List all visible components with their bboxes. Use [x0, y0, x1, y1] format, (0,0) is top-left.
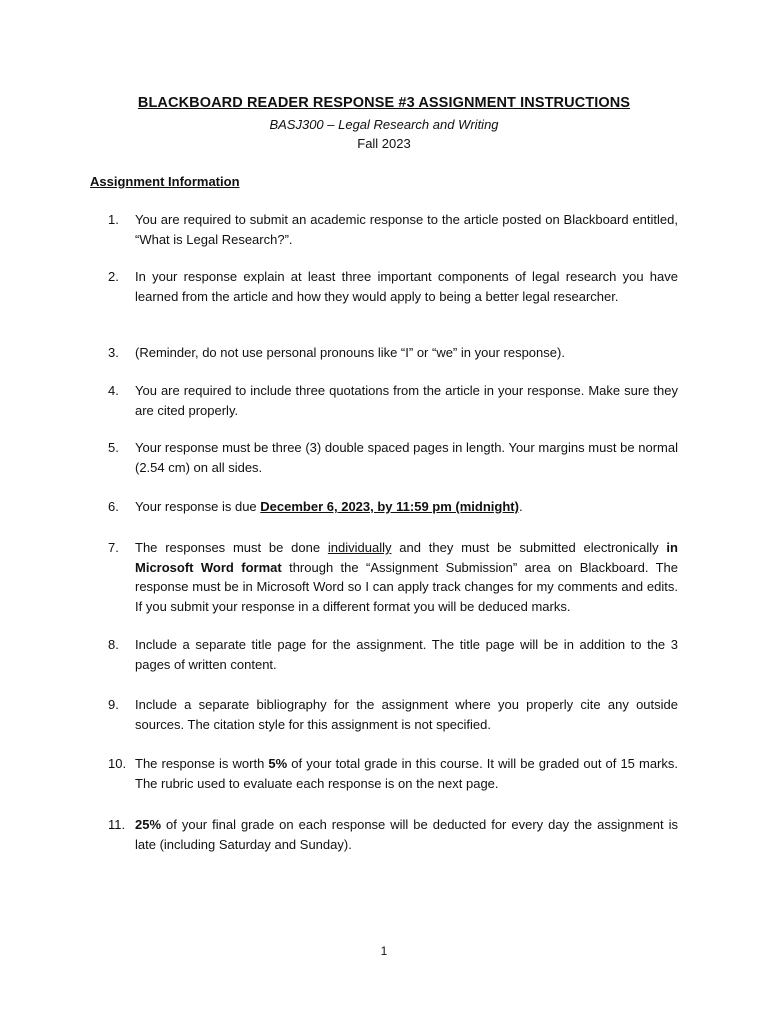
list-item-number: 11.: [108, 817, 126, 832]
list-item-number: 5.: [108, 440, 119, 455]
list-item-text: [135, 538, 678, 616]
list-item-number: 7.: [108, 540, 119, 555]
list-item-text: Your response must be three (3) double spaced pages in length. Your margins must be normal (2.54 cm) on all sides.: [135, 440, 678, 475]
list-item-text: [135, 754, 678, 793]
course-subtitle: BASJ300 – Legal Research and Writing: [269, 117, 499, 132]
page-number: 1: [380, 944, 388, 958]
due-date-end: .: [518, 499, 523, 514]
list-item-text: (Reminder, do not use personal pronouns like “I” or “we” in your response).: [135, 345, 565, 360]
grade-weight-value: 5%: [268, 756, 288, 771]
list-item-number: 3.: [108, 345, 119, 360]
due-date-intro: Your response is due: [135, 499, 261, 514]
list-item: [108, 343, 678, 363]
list-item-number: 10.: [108, 756, 127, 771]
list-item-text: In your response explain at least three important components of legal research you have learned from the article and how they would apply to being a better legal researcher.: [135, 269, 678, 304]
list-item: [108, 210, 678, 249]
list-item-number: 6.: [108, 499, 119, 514]
due-date-deadline: December 6, 2023, by 11:59 pm (midnight): [260, 499, 519, 514]
list-item-text: You are required to include three quotations from the article in your response. Make sure they are cited properly.: [135, 383, 678, 418]
list-item: [108, 381, 678, 420]
list-item-number: 8.: [108, 637, 119, 652]
list-item: [108, 635, 678, 674]
submission-text-part3: through the “Assignment Submission” area on Blackboard. The response must be in Microsoft Word so I can apply track changes for my comments and edits. If you submit your response in a different format you will be deduced marks.: [135, 559, 678, 614]
list-item: [108, 438, 678, 477]
list-item-text: [135, 497, 678, 517]
list-item: [108, 538, 678, 616]
list-item-text: Include a separate title page for the assignment. The title page will be in addition to the 3 pages of written content.: [135, 637, 678, 672]
list-item-number: 9.: [108, 697, 119, 712]
list-item-text: [135, 815, 678, 854]
individually-emphasis: individually: [327, 540, 392, 555]
term-label: Fall 2023: [357, 136, 411, 151]
submission-text-part1: The responses must be done: [135, 540, 328, 555]
list-item-number: 2.: [108, 269, 119, 284]
late-penalty-details: of your final grade on each response will be deducted for every day the assignment is late (including Saturday and Sunday).: [135, 817, 678, 852]
list-item-number: 1.: [108, 212, 119, 227]
section-heading: Assignment Information: [90, 174, 240, 189]
list-item-number: 4.: [108, 383, 119, 398]
grade-weight-intro: The response is worth: [135, 756, 269, 771]
list-item: [108, 815, 678, 854]
submission-text-part2: and they must be submitted electronically: [391, 540, 667, 555]
grade-weight-details: of your total grade in this course. It will be graded out of 15 marks. The rubric used to evaluate each response is on the next page.: [135, 756, 678, 791]
list-item: [108, 497, 678, 517]
late-penalty-value: 25%: [135, 817, 162, 832]
list-item: [108, 695, 678, 734]
list-item: [108, 754, 678, 793]
document-title: BLACKBOARD READER RESPONSE #3 ASSIGNMENT INSTRUCTIONS: [137, 95, 631, 111]
word-format-emphasis: in Microsoft Word format: [135, 540, 678, 575]
list-item-text: Include a separate bibliography for the assignment where you properly cite any outside sources. The citation style for this assignment is not specified.: [135, 697, 678, 732]
list-item-text: You are required to submit an academic response to the article posted on Blackboard entitled, “What is Legal Research?”.: [135, 212, 678, 247]
list-item: [108, 267, 678, 306]
